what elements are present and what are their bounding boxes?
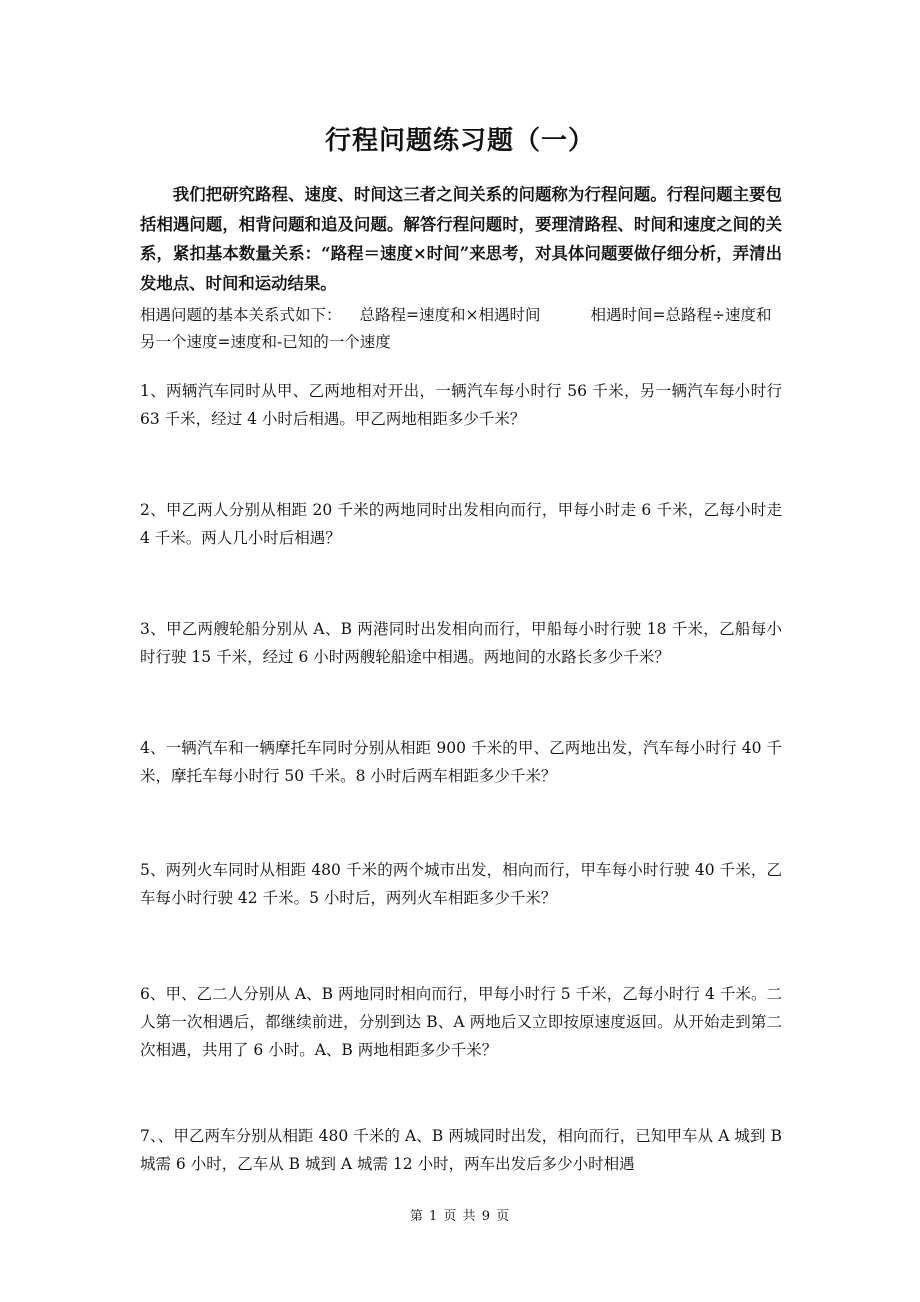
formula-other-speed: 另一个速度=速度和-已知的一个速度 xyxy=(140,333,391,351)
formula-total-distance: 总路程=速度和×相遇时间 xyxy=(359,306,541,324)
intro-paragraph: 我们把研究路程、速度、时间这三者之间关系的问题称为行程问题。行程问题主要包括相遇问题，相背问题和追及问题。解答行程问题时，要理清路程、时间和速度之间的关系，紧扣基本数量关系：“路程＝速度×时间”来思考，对具体问题要做仔细分析，弄清出发地点、时间和运动结果。 xyxy=(140,185,782,293)
question-3: 3、甲乙两艘轮船分别从 A、B 两港同时出发相向而行，甲船每小时行驶 18 千米，乙船每小时行驶 15 千米，经过 6 小时两艘轮船途中相遇。两地间的水路长多少千米？ xyxy=(140,620,782,666)
formula-line-2 xyxy=(140,329,790,356)
question-6: 6、甲、乙二人分别从 A、B 两地同时相向而行，甲每小时行 5 千米，乙每小时行 4 千米。二人第一次相遇后，都继续前进，分别到达 B、A 两地后又立即按原速度返回。从开始走到第二次相遇，共用了 6 小时。A、B 两地相距多少千米？ xyxy=(140,985,782,1059)
question-2: 2、甲乙两人分别从相距 20 千米的两地同时出发相向而行，甲每小时走 6 千米，乙每小时走 4 千米。两人几小时后相遇？ xyxy=(140,501,782,547)
formula-line-1 xyxy=(140,302,790,329)
page-title: 行程问题练习题（一） xyxy=(324,126,595,156)
question-5: 5、两列火车同时从相距 480 千米的两个城市出发，相向而行，甲车每小时行驶 40 千米，乙车每小时行驶 42 千米。5 小时后，两列火车相距多少千米？ xyxy=(140,861,782,907)
question-4: 4、一辆汽车和一辆摩托车同时分别从相距 900 千米的甲、乙两地出发，汽车每小时行 40 千米，摩托车每小时行 50 千米。8 小时后两车相距多少千米？ xyxy=(140,739,782,785)
formula-meeting-time: 相遇时间=总路程÷速度和 xyxy=(590,306,772,324)
question-1: 1、两辆汽车同时从甲、乙两地相对开出，一辆汽车每小时行 56 千米，另一辆汽车每小时行 63 千米，经过 4 小时后相遇。甲乙两地相距多少千米？ xyxy=(140,382,782,428)
question-7: 7、、甲乙两车分别从相距 480 千米的 A、B 两城同时出发，相向而行，已知甲车从 A 城到 B 城需 6 小时，乙车从 B 城到 A 城需 12 小时，两车出发后多少小时相遇 xyxy=(140,1127,782,1173)
page-footer: 第 1 页 共 9 页 xyxy=(409,1209,511,1224)
formula-block xyxy=(140,302,790,356)
formula-lead: 相遇问题的基本关系式如下： xyxy=(140,306,342,324)
